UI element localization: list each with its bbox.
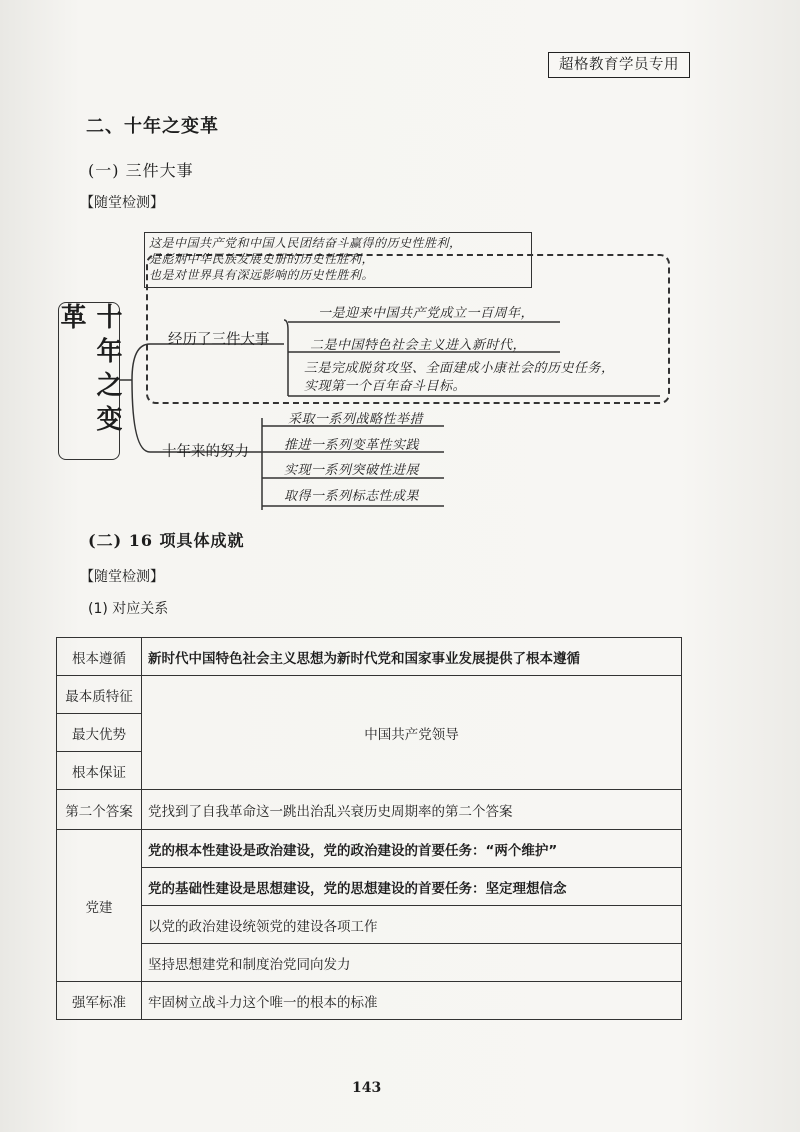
achievements-table xyxy=(56,637,682,1020)
table-value: 党的根本性建设是政治建设，党的政治建设的首要任务：“两个维护” xyxy=(142,830,682,868)
table-value: 坚持思想建党和制度治党同向发力 xyxy=(142,944,682,982)
table-row xyxy=(57,676,682,714)
table-row xyxy=(57,982,682,1020)
table-key: 强军标准 xyxy=(57,982,142,1020)
event-item-3 xyxy=(304,360,615,396)
table-value: 牢固树立战斗力这个唯一的根本的标准 xyxy=(142,982,682,1020)
event-item-3-line2: 实现第一个百年奋斗目标。 xyxy=(304,379,467,394)
mindmap-root xyxy=(58,302,120,460)
root-label: 十年之变革 xyxy=(56,303,122,439)
effort-item-4: 取得一系列标志性成果 xyxy=(284,489,420,504)
part1-title: (一) 三件大事 xyxy=(88,161,194,180)
table-row xyxy=(57,906,682,944)
effort-item-3: 实现一系列突破性进展 xyxy=(284,463,420,478)
table-key: 第二个答案 xyxy=(57,790,142,830)
branch-three-events-label: 经历了三件大事 xyxy=(168,332,270,348)
handwritten-note-box xyxy=(144,232,532,288)
table-key: 根本遵循 xyxy=(57,638,142,676)
table-row xyxy=(57,868,682,906)
table-row xyxy=(57,790,682,830)
table-row xyxy=(57,830,682,868)
section-title: 二、十年之变革 xyxy=(86,116,219,137)
note-line-2: 是彪炳中华民族发展史册的历史性胜利， xyxy=(149,252,375,266)
note-line-1: 这是中国共产党和中国人民团结奋斗赢得的历史性胜利， xyxy=(149,236,462,250)
effort-item-2: 推进一系列变革性实践 xyxy=(284,438,420,453)
page-number: 143 xyxy=(352,1080,382,1096)
table-value: 党找到了自我革命这一跳出治乱兴衰历史周期率的第二个答案 xyxy=(142,790,682,830)
note-line-3: 也是对世界具有深远影响的历史性胜利。 xyxy=(149,268,375,282)
table-key: 根本保证 xyxy=(57,752,142,790)
effort-item-1: 采取一系列战略性举措 xyxy=(288,412,424,427)
part2-title: (二) 16 项具体成就 xyxy=(88,531,245,550)
relation-label: (1) 对应关系 xyxy=(88,601,169,617)
student-only-badge: 超格教育学员专用 xyxy=(548,52,690,78)
table-row xyxy=(57,638,682,676)
merged-value-cell: 中国共产党领导 xyxy=(142,676,682,790)
table-value: 以党的政治建设统领党的建设各项工作 xyxy=(142,906,682,944)
event-item-1: 一是迎来中国共产党成立一百周年， xyxy=(318,306,535,321)
table-value: 新时代中国特色社会主义思想为新时代党和国家事业发展提供了根本遵循 xyxy=(142,638,682,676)
table-value: 党的基础性建设是思想建设，党的思想建设的首要任务：坚定理想信念 xyxy=(142,868,682,906)
part1-check-label: 【随堂检测】 xyxy=(80,195,164,211)
event-item-2: 二是中国特色社会主义进入新时代， xyxy=(310,338,527,353)
table-row xyxy=(57,944,682,982)
event-item-3-line1: 三是完成脱贫攻坚、全面建成小康社会的历史任务， xyxy=(304,361,615,376)
table-key: 党建 xyxy=(57,830,142,982)
branch-efforts-label: 十年来的努力 xyxy=(162,444,249,460)
part2-check-label: 【随堂检测】 xyxy=(80,569,164,585)
table-key: 最大优势 xyxy=(57,714,142,752)
table-key: 最本质特征 xyxy=(57,676,142,714)
